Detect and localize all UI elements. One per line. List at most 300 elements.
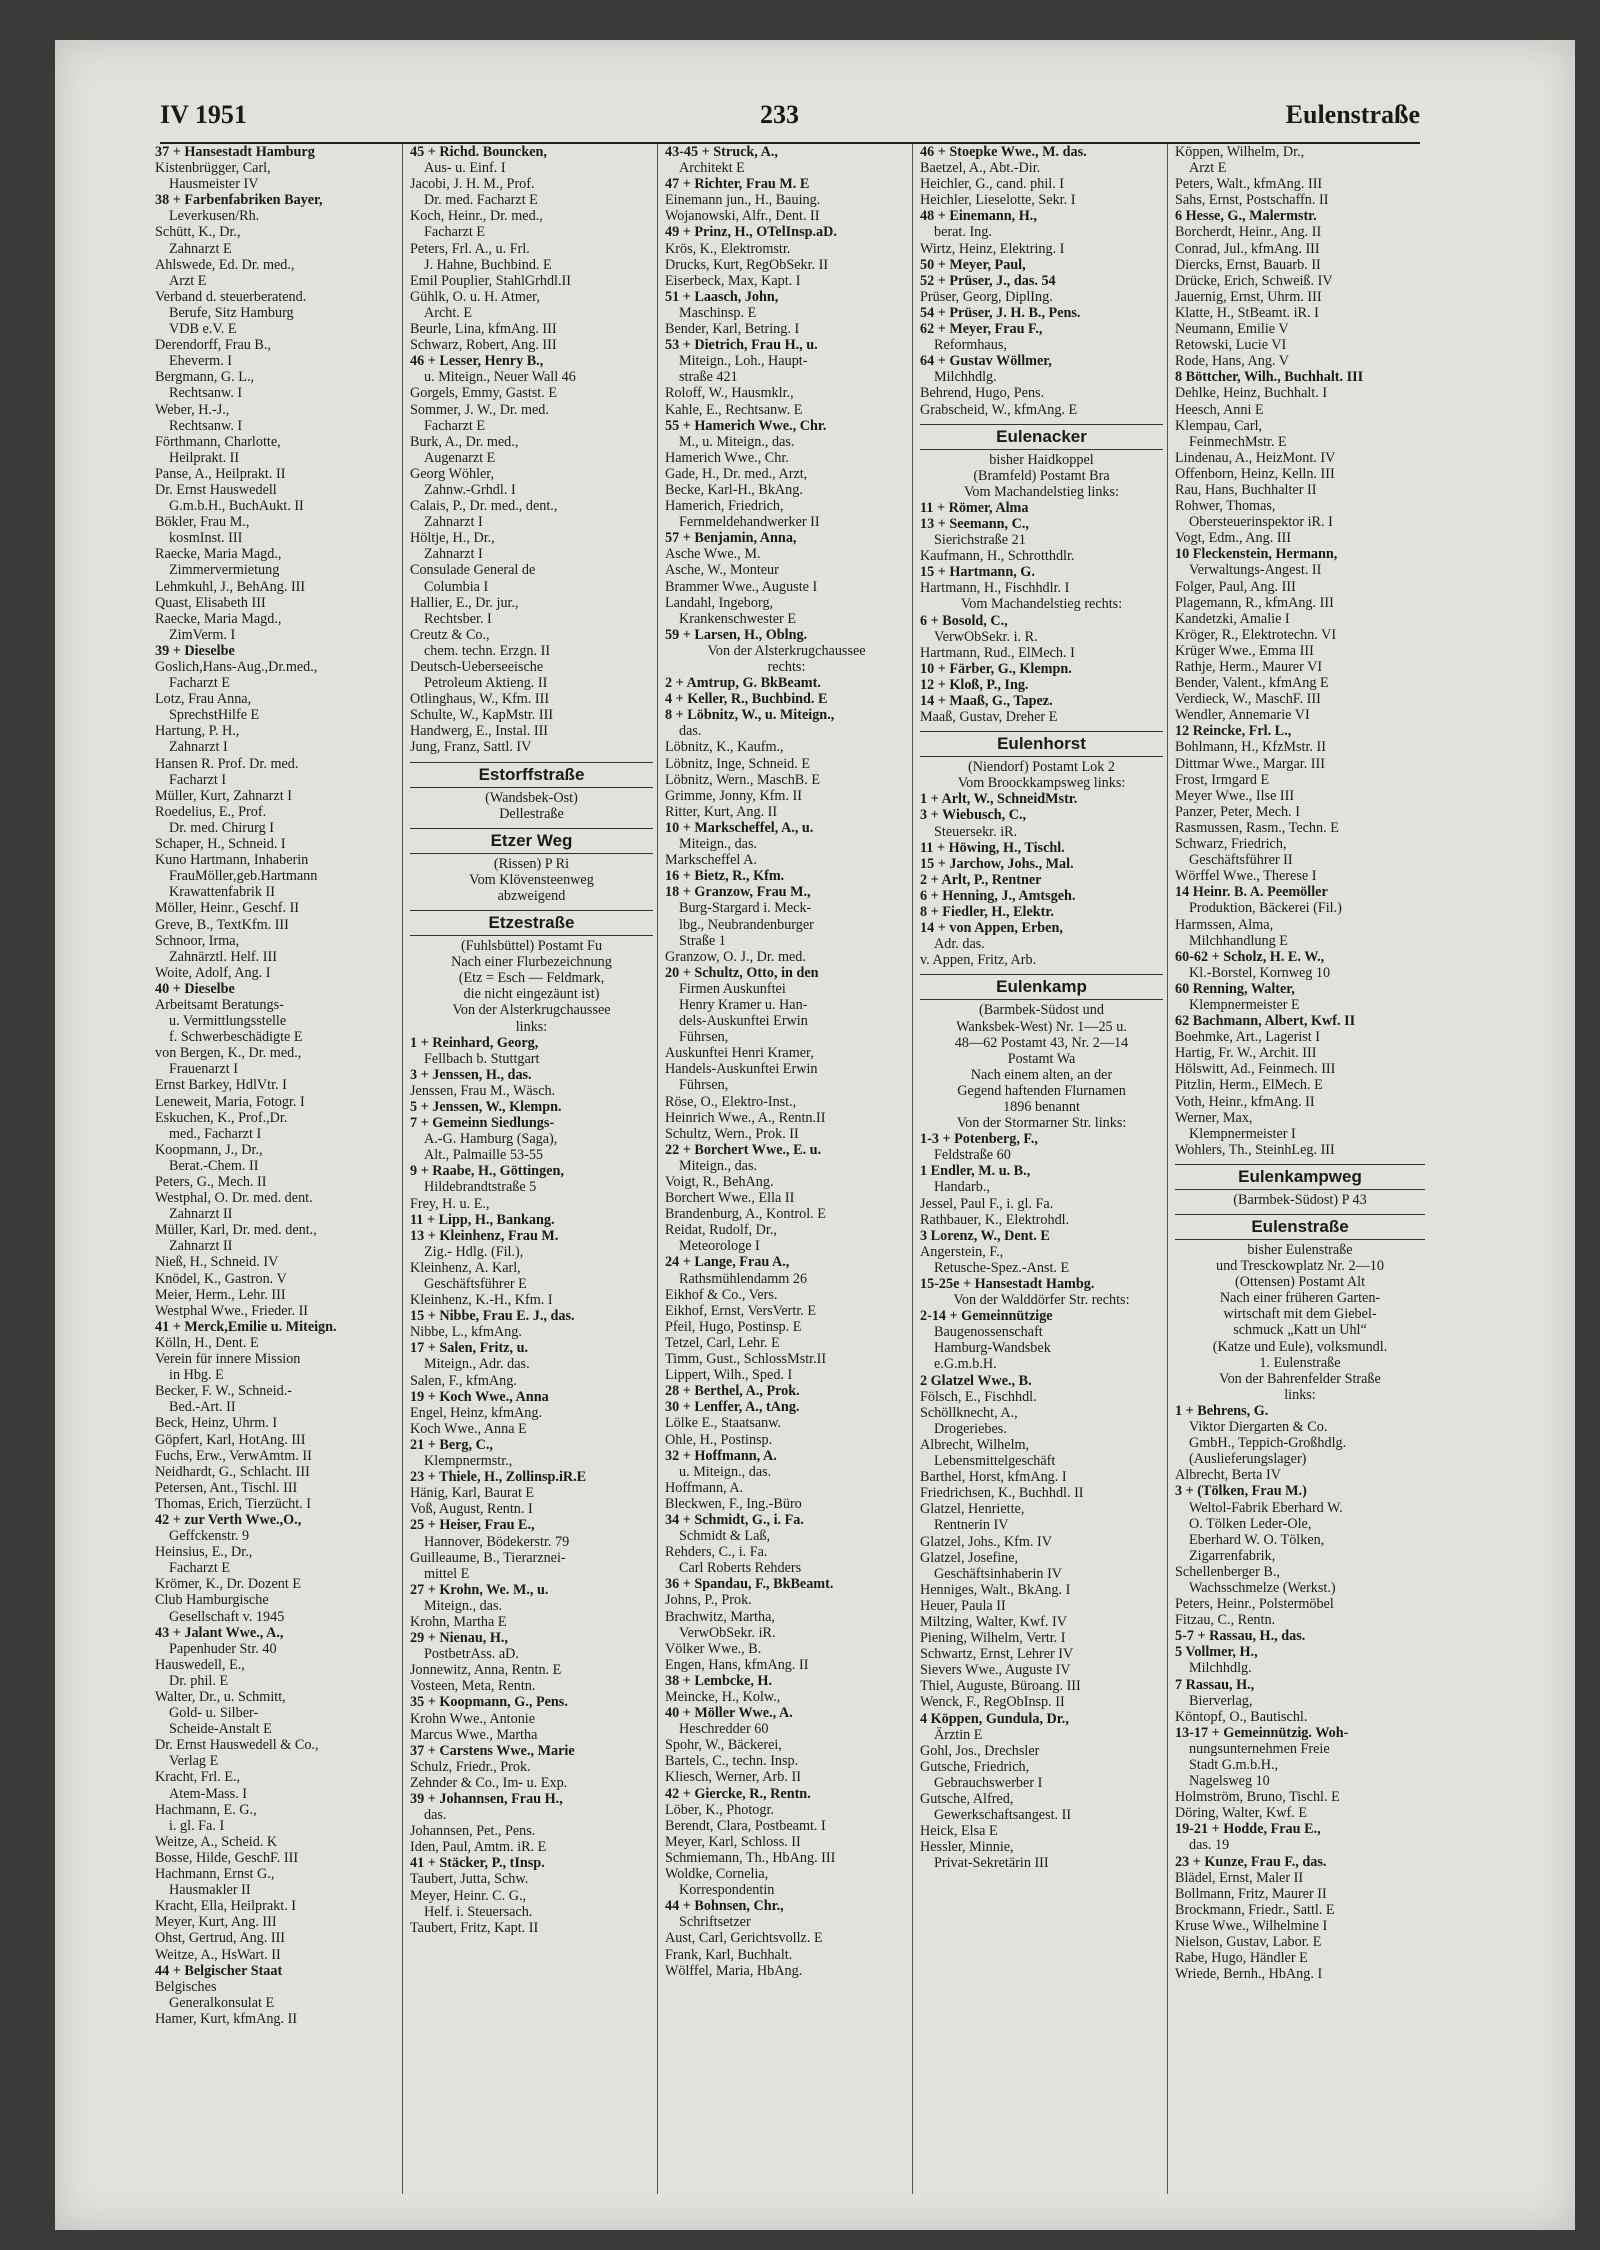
house-number-entry: 29 + Nienau, H., [410,1630,508,1647]
directory-entry: Walter, Dr., u. Schmitt, [155,1689,286,1705]
entry-continuation: Facharzt E [424,417,486,434]
entry-continuation: Führsen, [679,1077,729,1094]
directory-entry: Panse, A., Heilprakt. II [155,465,286,482]
directory-entry: Eiserbeck, Max, Kapt. I [665,272,801,289]
entry-continuation: Meteorologe I [679,1238,760,1255]
house-number-entry: 8 Böttcher, Wilh., Buchhalt. III [1175,369,1364,386]
directory-entry: Ritter, Kurt, Ang. II [665,803,778,820]
house-number-entry: 2 + Amtrup, G. BkBeamt. [665,675,821,692]
directory-entry: Dittmar Wwe., Margar. III [1175,755,1325,772]
entry-continuation: Gewerkschaftsangest. II [934,1807,1072,1824]
entry-continuation: Obersteuerinspektor iR. I [1189,514,1333,531]
directory-entry: Westphal, O. Dr. med. dent. [155,1190,313,1207]
directory-entry: Kahle, E., Rechtsanw. E [665,401,803,418]
directory-entry: Eskuchen, K., Prof.,Dr. [155,1109,288,1126]
house-number-entry: 5 + Jenssen, W., Klempn. [410,1098,562,1115]
entry-continuation: Rentnerin IV [934,1517,1009,1534]
directory-entry: Roloff, W., Hausmklr., [665,385,794,402]
house-number-entry: 5 Vollmer, H., [1175,1644,1258,1661]
house-number-entry: 42 + Giercke, R., Rentn. [665,1785,811,1802]
entry-continuation: Zig.- Hdlg. (Fil.), [424,1243,524,1260]
street-note: (Barmbek-Südost und [979,1002,1104,1019]
directory-entry: Löbnitz, K., Kaufm., [665,739,784,756]
entry-continuation: f. Schwerbeschädigte E [169,1029,303,1046]
directory-entry: Consulade General de [410,562,536,579]
entry-continuation: u. Miteign., das. [679,1463,772,1480]
directory-entry: Schulte, W., KapMstr. III [410,707,554,724]
directory-entry: Fölsch, E., Fischhdl. [920,1388,1037,1405]
directory-entry: Ohle, H., Postinsp. [665,1431,773,1448]
directory-entry: Rehders, C., i. Fa. [665,1544,768,1561]
house-number-entry: 3 + (Tölken, Frau M.) [1175,1483,1307,1500]
entry-continuation: Architekt E [679,160,745,177]
directory-entry: Lippert, Wilh., Sped. I [665,1367,793,1384]
directory-entry: Holmström, Bruno, Tischl. E [1175,1789,1340,1806]
house-number-entry: 23 + Kunze, Frau F., das. [1175,1853,1327,1870]
entry-continuation: Drogeriebes. [934,1420,1007,1437]
directory-entry: Rasmussen, Rasm., Techn. E [1175,819,1339,836]
house-number-entry: 48 + Einemann, H., [920,208,1037,225]
street-note: Vom Klövensteenweg [469,871,594,888]
house-number-entry: 38 + Farbenfabriken Bayer, [155,192,323,209]
house-number-entry: 9 + Raabe, H., Göttingen, [410,1163,564,1180]
house-number-entry: 4 Köppen, Gundula, Dr., [920,1710,1069,1727]
entry-continuation: Geschäftsführer E [424,1276,527,1292]
directory-entry: Peters, Frl. A., u. Frl. [410,240,530,257]
directory-entry: Arbeitsamt Beratungs- [155,996,284,1013]
entry-continuation: Zahnarzt I [424,546,483,563]
directory-entry: Schütt, K., Dr., [155,224,241,241]
entry-continuation: GmbH., Teppich-Großhdlg. [1189,1435,1347,1452]
directory-entry: Heesch, Anni E [1175,401,1264,418]
entry-continuation: Alt., Palmaille 53-55 [424,1147,544,1164]
directory-entry: Hessler, Minnie, [920,1839,1014,1856]
directory-entry: Peters, Heinr., Polstermöbel [1175,1596,1334,1613]
directory-entry: Heick, Elsa E [920,1823,998,1840]
house-number-entry: 36 + Spandau, F., BkBeamt. [665,1576,834,1593]
directory-entry: Creutz & Co., [410,626,490,643]
house-number-entry: 20 + Schultz, Otto, in den [665,964,819,981]
entry-continuation: Petroleum Aktieng. II [424,675,548,692]
house-number-entry: 2 Glatzel Wwe., B. [920,1372,1032,1389]
house-number-entry: 3 + Wiebusch, C., [920,807,1027,824]
entry-continuation: Krankenschwester E [679,610,796,627]
street-note: bisher Eulenstraße [1247,1242,1353,1258]
street-heading: Eulenkamp [920,974,1163,1000]
house-number-entry: 5-7 + Rassau, H., das. [1175,1628,1306,1645]
house-number-entry: 43-45 + Struck, A., [665,144,778,160]
directory-entry: Hamer, Kurt, kfmAng. II [155,2010,298,2027]
directory-entry: Löbnitz, Inge, Schneid. E [665,755,810,772]
directory-entry: Müller, Karl, Dr. med. dent., [155,1222,317,1239]
directory-entry: Hartmann, Rud., ElMech. I [920,644,1075,661]
directory-entry: Boehmke, Art., Lagerist I [1175,1029,1320,1046]
directory-entry: Borcherdt, Heinr., Ang. II [1175,224,1322,241]
entry-continuation: Hannover, Bödekerstr. 79 [424,1533,570,1550]
directory-entry: Woldke, Cornelia, [665,1866,769,1883]
street-note: (Bramfeld) Postamt Bra [973,467,1110,484]
directory-entry: Gutsche, Friedrich, [920,1758,1030,1775]
directory-entry: Burk, A., Dr. med., [410,433,519,450]
directory-entry: Schwartz, Ernst, Lehrer IV [920,1646,1074,1663]
directory-entry: Schulz, Friedr., Prok. [410,1758,531,1775]
entry-continuation: Zahnarzt II [169,1238,233,1255]
directory-entry: Quast, Elisabeth III [155,594,266,611]
street-note: (Rissen) P Ri [493,855,570,872]
directory-entry: Koch Wwe., Anna E [410,1420,527,1437]
entry-continuation: Hamburg-Wandsbek [934,1340,1051,1357]
directory-entry: Leneweit, Maria, Fotogr. I [155,1093,305,1110]
directory-entry: Bartels, C., techn. Insp. [665,1753,799,1770]
entry-continuation: Papenhuder Str. 40 [169,1640,277,1657]
directory-entry: Heichler, G., cand. phil. I [920,176,1065,193]
directory-entry: Rohwer, Thomas, [1175,498,1276,515]
directory-entry: Retowski, Lucie VI [1175,337,1287,354]
entry-continuation: Produktion, Bäckerei (Fil.) [1189,900,1342,917]
directory-entry: Hachmann, E. G., [155,1801,257,1818]
entry-continuation: Schmidt & Laß, [679,1528,771,1545]
directory-entry: Völker Wwe., B. [665,1640,762,1657]
directory-entry: Neumann, Emilie V [1175,321,1289,338]
entry-continuation: Fellbach b. Stuttgart [424,1050,540,1067]
entry-continuation: Korrespondentin [679,1882,775,1899]
directory-entry: Thomas, Erich, Tierzücht. I [155,1495,312,1512]
entry-continuation: Milchhdlg. [934,369,997,386]
directory-entry: Jenssen, Frau M., Wäsch. [410,1082,556,1099]
entry-continuation: Nagelsweg 10 [1189,1773,1270,1790]
directory-entry: Gohl, Jos., Drechsler [920,1742,1040,1759]
house-number-entry: 18 + Granzow, Frau M., [665,884,811,901]
entry-continuation: VerwObSekr. i. R. [934,628,1038,645]
directory-entry: Belgisches [155,1978,217,1995]
directory-entry: Glatzel, Josefine, [920,1549,1019,1566]
directory-entry: Pfeil, Hugo, Postinsp. E [665,1318,802,1335]
entry-continuation: Zimmervermietung [169,562,280,579]
column-2 [410,144,658,2194]
directory-entry: Nibbe, L., kfmAng. [410,1324,522,1341]
directory-entry: Angerstein, F., [920,1243,1004,1260]
house-number-entry: 1-3 + Potenberg, F., [920,1131,1038,1148]
street-note: (Ottensen) Postamt Alt [1234,1274,1366,1291]
directory-entry: Krohn Wwe., Antonie [410,1710,536,1727]
street-note: Nach einer Flurbezeichnung [451,954,612,971]
house-number-entry: 47 + Richter, Frau M. E [665,176,810,193]
directory-entry: Hartmann, H., Fischhdlr. I [920,580,1070,597]
header-street-name: Eulenstraße [1285,100,1420,129]
directory-entry: Höltje, H., Dr., [410,530,495,547]
entry-continuation: Miteign., das. [424,1597,503,1614]
directory-entry: Otlinghaus, W., Kfm. III [410,691,550,708]
house-number-entry: 40 + Möller Wwe., A. [665,1705,793,1722]
house-number-entry: 7 + Gemeinn Siedlungs- [410,1115,555,1132]
house-number-entry: 14 + von Appen, Erben, [920,920,1063,937]
directory-entry: Meyer, Karl, Schloss. II [665,1833,801,1850]
directory-entry: Handwerg, E., Instal. III [410,723,549,740]
entry-continuation: Sierichstraße 21 [934,532,1026,549]
house-number-entry: 16 + Bietz, R., Kfm. [665,868,785,885]
entry-continuation: Bierverlag, [1189,1692,1253,1709]
directory-entry: Borchert Wwe., Ella II [665,1190,795,1207]
entry-continuation: Viktor Diergarten & Co. [1189,1419,1328,1436]
entry-continuation: Facharzt I [169,771,227,788]
entry-continuation: i. gl. Fa. I [169,1817,225,1834]
entry-continuation: Berat.-Chem. II [169,1157,259,1174]
directory-entry: Raecke, Maria Magd., [155,546,282,563]
entry-continuation: Zahnärztl. Helf. III [169,948,277,965]
directory-entry: Henniges, Walt., BkAng. I [920,1581,1071,1598]
directory-entry: Club Hamburgische [155,1592,269,1609]
entry-continuation: Feldstraße 60 [934,1147,1011,1164]
directory-entry: Plagemann, R., kfmAng. III [1175,594,1334,611]
directory-entry: Peters, Walt., kfmAng. III [1175,176,1323,193]
directory-entry: Förthmann, Charlotte, [155,433,281,450]
entry-continuation: Handarb., [934,1179,990,1196]
page-header [160,92,1420,144]
house-number-entry: 21 + Berg, C., [410,1436,493,1453]
street-note: die nicht eingezäunt ist) [463,986,600,1003]
entry-continuation: kosmInst. III [169,530,243,547]
entry-continuation: Milchhandlung E [1189,932,1288,949]
entry-continuation: Steuersekr. iR. [934,823,1018,840]
directory-entry: Meincke, H., Kolw., [665,1689,781,1705]
directory-entry: Köntopf, O., Bautischl. [1175,1708,1308,1725]
house-number-entry: 2 + Arlt, P., Rentner [920,871,1042,888]
entry-continuation: Carl Roberts Rehders [679,1560,802,1577]
entry-continuation: Krawattenfabrik II [169,884,275,901]
street-note: (Katze und Eule), volksmundl. [1212,1338,1388,1355]
entry-continuation: u. Miteign., Neuer Wall 46 [424,369,576,386]
house-number-entry: 11 + Lipp, H., Bankang. [410,1211,555,1228]
directory-entry: Bohlmann, H., KfzMstr. II [1175,739,1326,756]
directory-entry: Zehnder & Co., Im- u. Exp. [410,1774,568,1791]
entry-continuation: PostbetrAss. aD. [424,1646,519,1663]
entry-continuation: Generalkonsulat E [169,1994,275,2011]
house-number-entry: 60-62 + Scholz, H. E. W., [1175,948,1325,965]
directory-entry: Grabscheid, W., kfmAng. E [920,401,1078,418]
entry-continuation: Heschredder 60 [679,1721,769,1738]
directory-entry: Prüser, Georg, DiplIng. [920,288,1053,305]
house-number-entry: 6 + Henning, J., Amtsgeh. [920,887,1076,904]
street-note: Nach einer früheren Garten- [1219,1290,1381,1307]
entry-continuation: Straße 1 [679,932,726,949]
directory-entry: Heichler, Lieselotte, Sekr. I [920,192,1076,209]
directory-entry: Voth, Heinr., kfmAng. II [1175,1093,1315,1110]
entry-continuation: Retusche-Spez.-Anst. E [934,1259,1070,1276]
house-number-entry: 19-21 + Hodde, Frau E., [1175,1821,1321,1838]
directory-entry: Brockmann, Friedr., Sattl. E [1175,1901,1335,1918]
directory-entry: Kölln, H., Dent. E [155,1334,259,1351]
entry-continuation: Rathsmühlendamm 26 [679,1270,808,1287]
entry-continuation: Geffckenstr. 9 [169,1528,250,1545]
directory-entry: Asche Wwe., M. [665,546,761,563]
directory-entry: Hauswedell, E., [155,1656,245,1673]
house-number-entry: 1 + Behrens, G. [1175,1402,1269,1419]
entry-continuation: u. Vermittlungsstelle [169,1013,287,1030]
entry-continuation: Henry Kramer u. Han- [679,996,808,1013]
directory-entry: Goslich,Hans-Aug.,Dr.med., [155,659,318,675]
directory-entry: Kröger, R., Elektrotechn. VI [1175,626,1337,643]
directory-entry: Bleckwen, F., Ing.-Büro [665,1495,802,1512]
directory-entry: Klempau, Carl, [1175,417,1263,434]
entry-continuation: Eheverm. I [169,353,233,370]
entry-continuation: (Auslieferungslager) [1189,1451,1307,1468]
directory-entry: Piening, Wilhelm, Vertr. I [920,1630,1066,1647]
directory-entry: Hansen R. Prof. Dr. med. [155,755,299,772]
entry-continuation: Heilprakt. II [169,449,240,466]
directory-entry: Hänig, Karl, Baurat E [410,1485,535,1502]
house-number-entry: 32 + Hoffmann, A. [665,1447,777,1464]
street-note: Dellestraße [499,805,564,822]
house-number-entry: 12 + Kloß, P., Ing. [920,676,1029,693]
entry-continuation: berat. Ing. [934,224,992,241]
directory-entry: Hallier, E., Dr. jur., [410,594,519,611]
entry-continuation: straße 421 [679,369,738,386]
street-note: schmuck „Katt un Uhl“ [1233,1322,1367,1339]
entry-continuation: Lebensmittelgeschäft [934,1453,1056,1470]
directory-entry: Brandenburg, A., Kontrol. E [665,1206,826,1223]
entry-continuation: Columbia I [424,578,489,595]
house-number-entry: 1 + Arlt, W., SchneidMstr. [920,791,1078,808]
directory-entry: Diercks, Ernst, Bauarb. II [1175,256,1321,273]
directory-entry: Engen, Hans, kfmAng. II [665,1656,809,1673]
street-note: (Barmbek-Südost) P 43 [1233,1191,1367,1208]
house-number-entry: 51 + Laasch, John, [665,288,779,305]
directory-entry: Kliesch, Werner, Arb. II [665,1769,801,1786]
directory-entry: Deutsch-Ueberseeische [410,659,544,675]
house-number-entry: 4 + Keller, R., Buchbind. E [665,691,828,708]
entry-continuation: Dr. med. Chirurg I [169,819,274,836]
house-number-entry: 30 + Lenffer, A., tAng. [665,1399,800,1416]
directory-entry: Dr. Ernst Hauswedell & Co., [155,1737,319,1754]
directory-entry: Wenck, F., RegObInsp. II [920,1694,1065,1711]
directory-entry: Nieß, H., Schneid. IV [155,1254,279,1271]
entry-continuation: Zahnarzt I [424,514,483,531]
house-number-entry: 22 + Borchert Wwe., E. u. [665,1141,822,1158]
house-number-entry: 55 + Hamerich Wwe., Chr. [665,417,827,434]
entry-continuation: Dr. med. Facharzt E [424,192,538,209]
directory-entry: Timm, Gust., SchlossMstr.II [665,1351,827,1368]
entry-continuation: Geschäftsinhaberin IV [934,1565,1063,1582]
house-number-entry: 3 Lorenz, W., Dent. E [920,1227,1050,1244]
directory-entry: Voß, August, Rentn. I [410,1501,533,1518]
directory-entry: Albrecht, Berta IV [1175,1467,1281,1484]
entry-continuation: Zahnw.-Grhdl. I [424,481,516,498]
directory-entry: Nielson, Gustav, Labor. E [1175,1934,1322,1951]
house-number-entry: 35 + Koopmann, G., Pens. [410,1694,568,1711]
house-number-entry: 14 Heinr. B. A. Peemöller [1175,884,1328,901]
house-number-entry: 64 + Gustav Wöllmer, [920,353,1052,370]
directory-entry: Verdieck, W., MaschF. III [1175,691,1321,708]
house-number-entry: 15 + Nibbe, Frau E. J., das. [410,1308,575,1325]
entry-continuation: Verwaltungs-Angest. II [1189,562,1322,579]
directory-entry: Aust, Carl, Gerichtsvollz. E [665,1930,823,1947]
directory-entry: Tetzel, Carl, Lehr. E [665,1334,780,1351]
directory-entry: Offenborn, Heinz, Kelln. III [1175,465,1335,482]
house-number-entry: 17 + Salen, Fritz, u. [410,1340,529,1357]
directory-entry: Einemann jun., H., Bauing. [665,192,821,209]
street-note: wirtschaft mit dem Giebel- [1223,1306,1377,1323]
street-heading: Eulenkampweg [1175,1164,1425,1190]
street-note: Von der Bahrenfelder Straße [1219,1370,1381,1387]
directory-entry: Frost, Irmgard E [1175,771,1270,788]
directory-entry: Behrend, Hugo, Pens. [920,385,1045,402]
entry-continuation: Baugenossenschaft [934,1324,1043,1341]
house-number-entry: 53 + Dietrich, Frau H., u. [665,337,818,354]
directory-entry: Rathbauer, K., Elektrohdl. [920,1211,1070,1228]
house-number-entry: 49 + Prinz, H., OTelInsp.aD. [665,224,837,241]
directory-entry: Georg Wöhler, [410,465,495,482]
directory-entry: Kleinhenz, K.-H., Kfm. I [410,1292,553,1309]
directory-entry: Voigt, R., BehAng. [665,1174,774,1190]
directory-entry: Vogt, Edm., Ang. III [1175,530,1291,547]
directory-entry: Krös, K., Elektromstr. [665,240,791,257]
directory-entry: Beck, Heinz, Uhrm. I [155,1415,278,1432]
house-number-entry: 13-17 + Gemeinnützig. Woh- [1175,1724,1349,1741]
house-number-entry: 41 + Merck,Emilie u. Miteign. [155,1318,337,1335]
street-note: Vom Broockkampsweg links: [957,775,1126,792]
entry-continuation: Burg-Stargard i. Meck- [679,900,812,917]
directory-entry: Peters, G., Mech. II [155,1174,267,1190]
house-number-entry: 8 + Fiedler, H., Elektr. [920,904,1054,921]
directory-entry: Hamerich, Friedrich, [665,498,784,515]
entry-continuation: Weltol-Fabrik Eberhard W. [1189,1499,1343,1516]
directory-entry: Kracht, Frl. E., [155,1769,241,1786]
directory-entry: Thiel, Auguste, Büroang. III [920,1678,1081,1695]
directory-entry: Krömer, K., Dr. Dozent E [155,1576,301,1593]
entry-continuation: Frauenarzt I [169,1061,238,1078]
directory-entry: Schöllknecht, A., [920,1404,1018,1421]
directory-entry: Rau, Hans, Buchhalter II [1175,481,1317,498]
entry-continuation: Berufe, Sitz Hamburg [169,304,294,321]
house-number-entry: 37 + Carstens Wwe., Marie [410,1742,575,1759]
directory-entry: Knödel, K., Gastron. V [155,1270,287,1287]
entry-continuation: Eberhard W. O. Tölken, [1189,1531,1325,1548]
directory-entry: Schellenberger B., [1175,1563,1280,1580]
directory-entry: Panzer, Peter, Mech. I [1175,803,1300,820]
directory-entry: Engel, Heinz, kfmAng. [410,1404,542,1421]
directory-entry: Jonnewitz, Anna, Rentn. E [410,1662,562,1679]
directory-entry: Sahs, Ernst, Postschaffn. II [1175,192,1329,209]
entry-continuation: VDB e.V. E [169,321,237,338]
street-heading: Etzer Weg [410,828,653,854]
directory-entry: Bergmann, G. L., [155,369,255,386]
house-number-entry: 1 + Reinhard, Georg, [410,1034,539,1051]
street-note: Von der Stormarner Str. links: [956,1115,1127,1132]
directory-entry: Spohr, W., Bäckerei, [665,1737,782,1754]
directory-entry: Hoffmann, A. [665,1479,744,1496]
entry-continuation: Scheide-Anstalt E [169,1721,272,1738]
directory-entry: Ernst Barkey, HdlVtr. I [155,1077,287,1094]
entry-continuation: Privat-Sekretärin III [934,1855,1049,1872]
entry-continuation: Zahnarzt II [169,1206,233,1223]
directory-entry: Bender, Valent., kfmAng E [1175,675,1329,692]
directory-entry: Kandetzki, Amalie I [1175,610,1290,627]
directory-entry: Kracht, Ella, Heilprakt. I [155,1898,297,1915]
street-note: (Fuhlsbüttel) Postamt Fu [460,938,603,955]
house-number-entry: 24 + Lange, Frau A., [665,1254,790,1271]
house-number-entry: 46 + Stoepke Wwe., M. das. [920,144,1087,160]
directory-entry: Koch, Heinr., Dr. med., [410,208,543,225]
entry-continuation: Schriftsetzer [679,1914,751,1931]
street-note: (Niendorf) Postamt Lok 2 [968,759,1115,776]
directory-entry: Johns, P., Prok. [665,1592,752,1609]
directory-entry: Friedrichsen, K., Buchhdl. II [920,1485,1084,1502]
directory-entry: Sievers Wwe., Auguste IV [920,1662,1071,1679]
street-note: Von der Alsterkrugchaussee [707,642,866,659]
directory-entry: Asche, W., Monteur [665,562,779,579]
house-number-entry: 41 + Stäcker, P., tInsp. [410,1855,545,1872]
directory-entry: Wörffel Wwe., Therese I [1175,868,1317,885]
